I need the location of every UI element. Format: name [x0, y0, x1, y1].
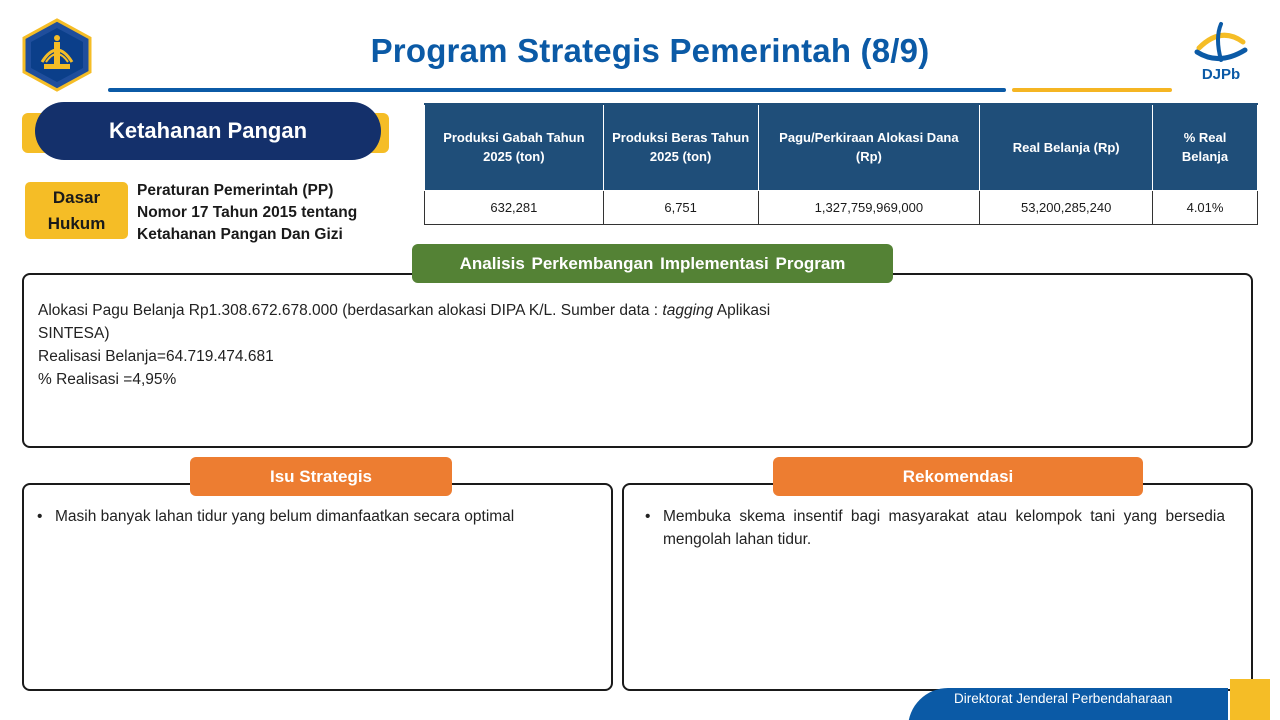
- analysis-text: [38, 299, 858, 391]
- legal-basis-line1: Peraturan Pemerintah (PP): [137, 182, 334, 199]
- table-header-cell: Produksi Beras Tahun 2025 (ton): [603, 104, 758, 190]
- table-header-cell: % Real Belanja: [1153, 104, 1258, 190]
- analysis-line-1: [38, 299, 858, 322]
- table-header-cell: Real Belanja (Rp): [980, 104, 1153, 190]
- footer-banner: [908, 688, 1228, 720]
- page-title: Program Strategis Pemerintah (8/9): [370, 32, 930, 69]
- recommendations-list: [645, 505, 1225, 551]
- issues-list: [37, 505, 597, 528]
- table-row: [425, 190, 1258, 224]
- legal-basis-line3: Ketahanan Pangan Dan Gizi: [137, 226, 343, 243]
- analysis-header: Analisis Perkembangan Implementasi Program: [412, 244, 893, 283]
- footer-accent: [1230, 679, 1270, 720]
- footer-text: Direktorat Jenderal Perbendaharaan: [954, 691, 1173, 706]
- title-underline-yellow: [1012, 88, 1172, 92]
- table-cell: 4.01%: [1153, 190, 1258, 224]
- analysis-line-1-pre: Alokasi Pagu Belanja Rp1.308.672.678.000 (berdasarkan alokasi DIPA K/L. Sumber data :: [38, 302, 663, 319]
- list-item: • Masih banyak lahan tidur yang belum dimanfaatkan secara optimal: [37, 505, 597, 528]
- analysis-line-1-post: Aplikasi: [713, 302, 771, 319]
- program-name: Ketahanan Pangan: [35, 102, 381, 160]
- legal-basis-line2: Nomor 17 Tahun 2015 tentang: [137, 204, 358, 221]
- table-cell: 1,327,759,969,000: [758, 190, 980, 224]
- recommendations-header: Rekomendasi: [773, 457, 1143, 496]
- table-cell: 53,200,285,240: [980, 190, 1153, 224]
- analysis-line-3: Realisasi Belanja=64.719.474.681: [38, 348, 274, 365]
- djpb-logo: [1188, 20, 1254, 94]
- analysis-line-4: % Realisasi =4,95%: [38, 371, 177, 388]
- djpb-logo-text: DJPb: [1201, 66, 1241, 83]
- analysis-line-2: SINTESA): [38, 325, 110, 342]
- table-header-cell: Pagu/Perkiraan Alokasi Dana (Rp): [758, 104, 980, 190]
- issues-header: Isu Strategis: [190, 457, 452, 496]
- table-cell: 632,281: [425, 190, 604, 224]
- table-header-cell: Produksi Gabah Tahun 2025 (ton): [425, 104, 604, 190]
- table-cell: 6,751: [603, 190, 758, 224]
- djpb-logo-icon: [1191, 20, 1251, 68]
- program-data-table: [424, 103, 1258, 225]
- table-header-row: [425, 104, 1258, 190]
- legal-basis-label: [25, 182, 128, 239]
- analysis-line-1-italic: tagging: [662, 302, 714, 319]
- legal-basis-label-line2: Hukum: [47, 214, 106, 233]
- legal-basis-text: [137, 180, 397, 246]
- legal-basis-label-line1: Dasar: [52, 188, 101, 207]
- title-underline-blue: [108, 88, 1006, 92]
- list-item: • Membuka skema insentif bagi masyarakat atau kelompok tani yang bersedia mengolah lahan tidur.: [645, 505, 1225, 551]
- kemenkeu-emblem-icon: [20, 18, 94, 92]
